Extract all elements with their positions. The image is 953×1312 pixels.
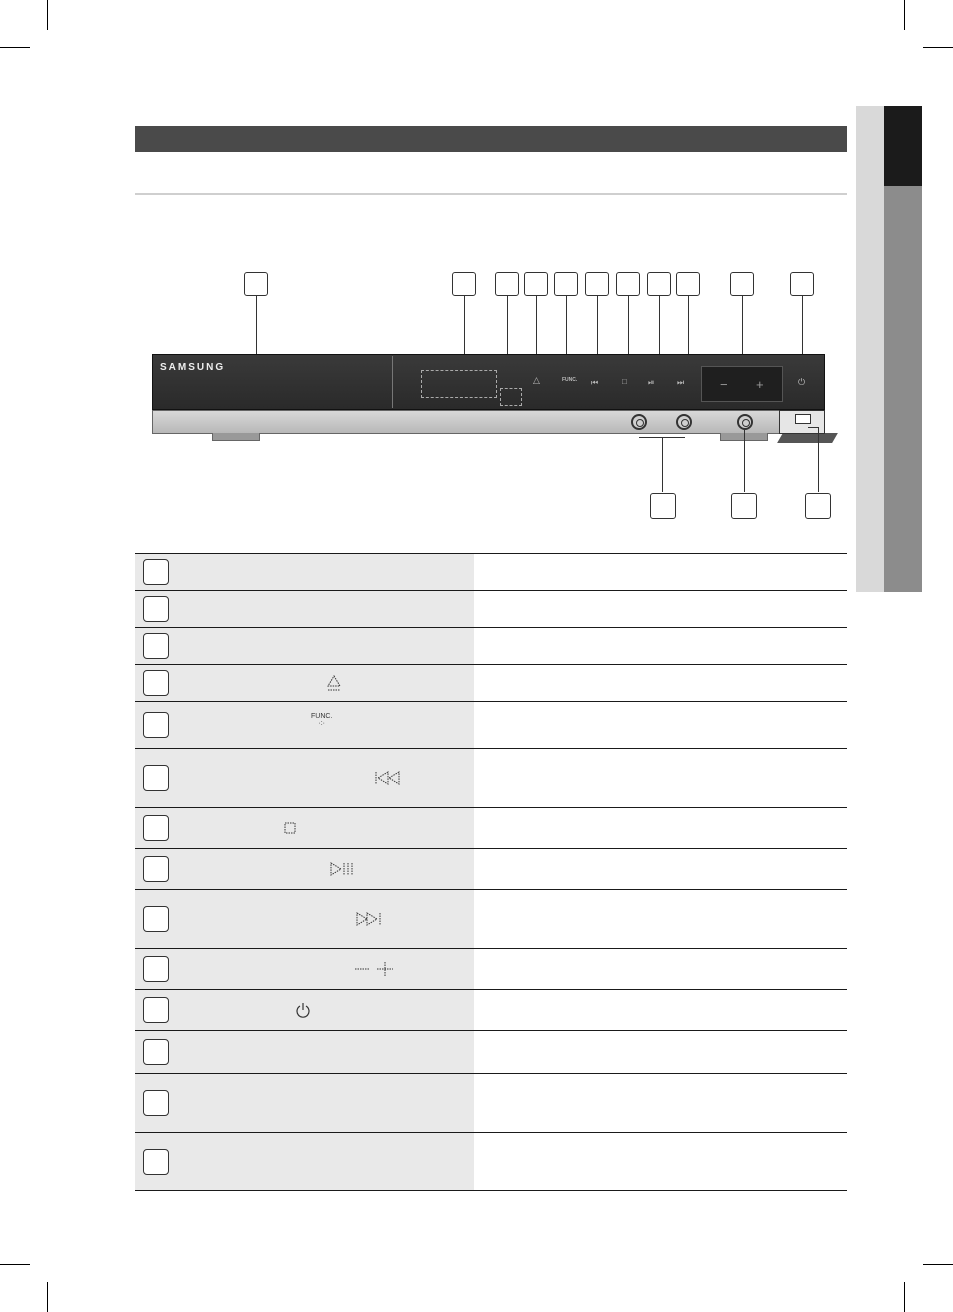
- callout-2: [452, 272, 476, 296]
- table-label-cell: [135, 628, 474, 664]
- callout-12: [650, 493, 676, 519]
- row-number-badge: [143, 596, 169, 622]
- table-row: [135, 1073, 847, 1132]
- row-number-badge: [143, 815, 169, 841]
- volume-down-button[interactable]: −: [720, 377, 728, 392]
- table-desc-cell: [474, 1031, 847, 1073]
- table-label-cell: [135, 808, 474, 848]
- table-row: [135, 889, 847, 948]
- row-number-badge: [143, 1039, 169, 1065]
- crop-mark: [904, 1282, 905, 1312]
- mic-jack-2: [676, 414, 692, 430]
- crop-mark: [923, 1264, 953, 1265]
- table-row: [135, 848, 847, 889]
- volume-up-button[interactable]: +: [756, 377, 764, 392]
- row-number-badge: [143, 633, 169, 659]
- table-desc-cell: [474, 749, 847, 807]
- table-label-cell: [135, 1074, 474, 1132]
- volume-panel: [701, 366, 783, 402]
- callout-6: [585, 272, 609, 296]
- row-number-badge: [143, 1090, 169, 1116]
- ipod-jack: [737, 414, 753, 430]
- table-desc-cell: [474, 949, 847, 989]
- table-row: [135, 1030, 847, 1073]
- remote-sensor: [500, 388, 522, 406]
- callout-11: [790, 272, 814, 296]
- table-row: [135, 664, 847, 701]
- table-label-cell: [135, 591, 474, 627]
- table-desc-cell: [474, 665, 847, 701]
- volume-icon: [354, 961, 394, 977]
- front-panel-table: [135, 553, 847, 1191]
- row-number-badge: [143, 997, 169, 1023]
- play-pause-icon: [329, 862, 355, 876]
- table-desc-cell: [474, 554, 847, 590]
- function-label: FUNC.: [311, 713, 333, 720]
- row-number-badge: [143, 956, 169, 982]
- table-desc-cell: [474, 591, 847, 627]
- row-number-badge: [143, 1149, 169, 1175]
- callout-14: [805, 493, 831, 519]
- row-number-badge: [143, 906, 169, 932]
- unit-front-bottom: [152, 410, 825, 434]
- callout-4: [524, 272, 548, 296]
- crop-mark: [0, 1264, 30, 1265]
- table-label-cell: [135, 702, 474, 748]
- skip-forward-icon[interactable]: ⏭: [677, 378, 685, 387]
- stop-icon[interactable]: □: [622, 377, 627, 386]
- table-row: [135, 948, 847, 989]
- power-icon: [295, 1002, 311, 1018]
- table-row: [135, 701, 847, 748]
- row-number-badge: [143, 559, 169, 585]
- callout-10: [730, 272, 754, 296]
- table-label-cell: [135, 1031, 474, 1073]
- front-panel-diagram: [0, 0, 953, 540]
- function-button[interactable]: FUNC.: [562, 377, 578, 383]
- leader-line: [808, 427, 818, 428]
- row-number-badge: [143, 765, 169, 791]
- table-desc-cell: [474, 702, 847, 748]
- table-row: [135, 1132, 847, 1191]
- table-row: [135, 989, 847, 1030]
- table-desc-cell: [474, 808, 847, 848]
- table-label-cell: [135, 890, 474, 948]
- unit-foot-left: [212, 433, 260, 441]
- crop-mark: [47, 1282, 48, 1312]
- table-row: [135, 590, 847, 627]
- table-label-cell: [135, 1133, 474, 1190]
- eject-icon[interactable]: △: [533, 375, 540, 385]
- table-label-cell: [135, 949, 474, 989]
- skip-forward-icon: [355, 912, 381, 926]
- table-label-cell: [135, 554, 474, 590]
- row-number-badge: [143, 670, 169, 696]
- table-row: [135, 748, 847, 807]
- brand-logo: SAMSUNG: [160, 362, 226, 373]
- callout-7: [616, 272, 640, 296]
- table-row: [135, 553, 847, 590]
- row-number-badge: [143, 856, 169, 882]
- table-label-cell: [135, 749, 474, 807]
- play-pause-icon[interactable]: ⏯: [648, 378, 655, 387]
- table-label-cell: [135, 665, 474, 701]
- table-row: [135, 807, 847, 848]
- stop-icon: [284, 822, 296, 834]
- table-desc-cell: [474, 1133, 847, 1190]
- callout-1: [244, 272, 268, 296]
- leader-line: [662, 437, 663, 492]
- table-desc-cell: [474, 628, 847, 664]
- leader-line: [818, 427, 819, 492]
- callout-13: [731, 493, 757, 519]
- unit-divider: [392, 356, 393, 408]
- table-desc-cell: [474, 890, 847, 948]
- table-label-cell: [135, 849, 474, 889]
- callout-3: [495, 272, 519, 296]
- function-icon: [311, 713, 332, 727]
- mic-jack-1: [631, 414, 647, 430]
- function-dots: ·:·: [318, 720, 325, 727]
- usb-flap: [777, 433, 838, 443]
- skip-back-icon[interactable]: ⏮: [591, 378, 599, 387]
- callout-8: [647, 272, 671, 296]
- callout-9: [676, 272, 700, 296]
- usb-port: [795, 414, 811, 424]
- table-desc-cell: [474, 1074, 847, 1132]
- leader-line: [744, 430, 745, 492]
- table-desc-cell: [474, 849, 847, 889]
- display-window: [421, 370, 497, 398]
- table-label-cell: [135, 990, 474, 1030]
- power-icon[interactable]: ⏻: [798, 377, 806, 387]
- row-number-badge: [143, 712, 169, 738]
- eject-icon: [327, 674, 341, 692]
- table-desc-cell: [474, 990, 847, 1030]
- table-row: [135, 627, 847, 664]
- skip-back-icon: [375, 771, 401, 785]
- callout-5: [554, 272, 578, 296]
